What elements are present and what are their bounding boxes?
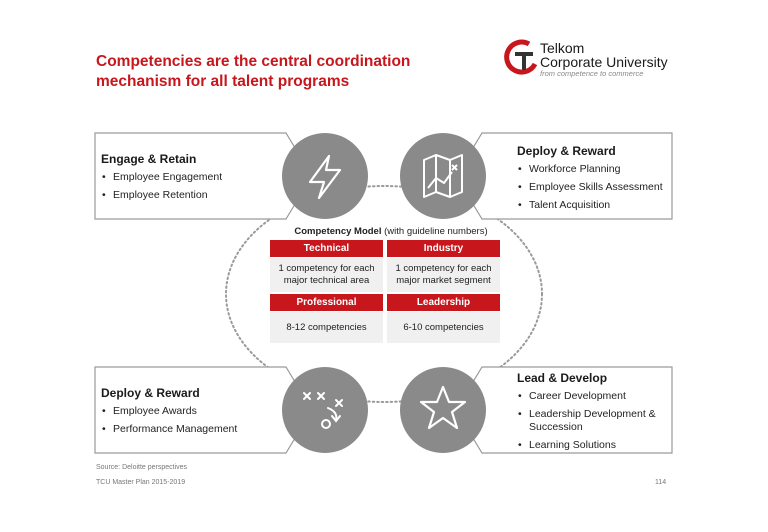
circle-top-right bbox=[400, 133, 486, 219]
quadrant-deploy-reward-top bbox=[517, 144, 669, 217]
logo-text-telkom: Telkom bbox=[540, 40, 585, 56]
competency-model-heading-note: (with guideline numbers) bbox=[381, 226, 488, 237]
cell-header-leadership: Leadership bbox=[387, 294, 500, 311]
cell-header-technical: Technical bbox=[270, 240, 383, 257]
circle-bottom-right bbox=[400, 367, 486, 453]
list-item: • Talent Acquisition bbox=[517, 199, 669, 212]
cell-body-professional: 8-12 competencies bbox=[270, 312, 383, 343]
competency-model-heading bbox=[276, 226, 506, 237]
quadrant-title: Lead & Develop bbox=[517, 371, 608, 385]
page-title: Competencies are the central coordination mechanism for all talent programs bbox=[96, 53, 411, 90]
list-item: • Learning Solutions bbox=[517, 439, 669, 452]
list-item: • Career Development bbox=[517, 390, 669, 403]
footer-plan: TCU Master Plan 2015-2019 bbox=[96, 479, 186, 486]
list-item: • Employee Awards bbox=[101, 405, 281, 418]
source-note: Source: Deloitte perspectives bbox=[96, 464, 188, 471]
list-item: • Leadership Development & Succession bbox=[517, 408, 669, 434]
list-item: • Employee Skills Assessment bbox=[517, 181, 669, 194]
circle-bottom-left bbox=[282, 367, 368, 453]
quadrant-title: Deploy & Reward bbox=[517, 144, 616, 158]
cell-body-technical: 1 competency for each major technical area bbox=[270, 258, 383, 292]
quadrant-deploy-reward-bottom bbox=[101, 386, 281, 441]
cell-header-industry: Industry bbox=[387, 240, 500, 257]
competency-model-heading-bold: Competency Model bbox=[294, 226, 382, 237]
list-item: • Performance Management bbox=[101, 423, 281, 436]
circle-top-left bbox=[282, 133, 368, 219]
quadrant-lead-develop bbox=[517, 371, 669, 457]
list-item: • Employee Retention bbox=[101, 189, 281, 202]
cell-body-industry: 1 competency for each major market segment bbox=[387, 258, 500, 292]
list-item: • Workforce Planning bbox=[517, 163, 669, 176]
logo-tagline: from competence to commerce bbox=[540, 69, 644, 78]
list-item: • Employee Engagement bbox=[101, 171, 281, 184]
page-number: 114 bbox=[655, 479, 667, 486]
cell-header-professional: Professional bbox=[270, 294, 383, 311]
logo-text-corporate-university: Corporate University bbox=[540, 54, 668, 70]
quadrant-engage-retain bbox=[101, 152, 281, 207]
quadrant-title: Engage & Retain bbox=[101, 152, 197, 166]
quadrant-title: Deploy & Reward bbox=[101, 386, 200, 400]
cell-body-leadership: 6-10 competencies bbox=[387, 312, 500, 343]
